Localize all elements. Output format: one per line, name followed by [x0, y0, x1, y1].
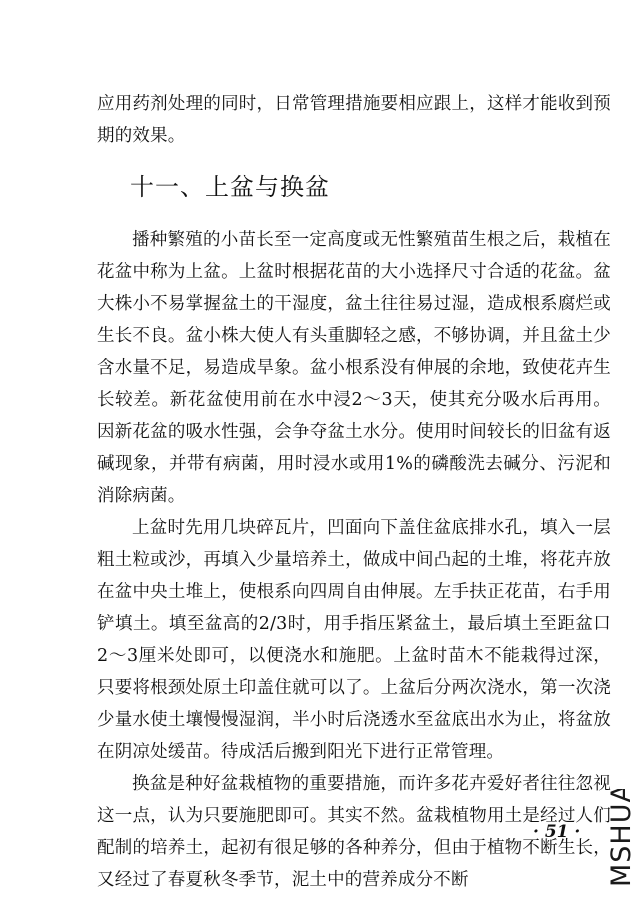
section-heading: 十一、上盆与换盆: [130, 173, 330, 201]
intro-text: 应用药剂处理的同时，日常管理措施要相应跟上，这样才能收到预期的效果。: [97, 94, 611, 146]
paragraph-repotting: 换盆是种好盆栽植物的重要措施，而许多花卉爱好者往往忽视这一点，认为只要施肥即可。其实不然。盆栽植物用土是经过人们配制的培养土，起初有很足够的各种养分，但由于植物不断生长，又经过了春夏秋冬季节，泥土中的营养成分不断: [97, 774, 611, 890]
paragraph-potting-steps: 上盆时先用几块碎瓦片，凹面向下盖住盆底排水孔，填入一层粗土粒或沙，再填入少量培养土，做成中间凸起的土堆，将花卉放在盆中央土堆上，使根系向四周自由伸展。左手扶正花苗，右手用铲填土。填至盆高的2/3时，用手指压紧盆土，最后填土至距盆口2～3厘米处即可，以便浇水和施肥。上盆时苗木不能栽得过深，只要将根颈处原土印盖住就可以了。上盆后分两次浇水，第一次浇少量水使土壤慢慢湿润，半小时后浇透水至盆底出水为止，将盆放在阴凉处缓苗。待成活后搬到阳光下进行正常管理。: [97, 518, 611, 762]
page-number: · 51 ·: [533, 822, 581, 842]
section-body: [97, 224, 611, 896]
intro-paragraph: [97, 88, 611, 152]
paragraph-potting: 播种繁殖的小苗长至一定高度或无性繁殖苗生根之后，栽植在花盆中称为上盆。上盆时根据花苗的大小选择尺寸合适的花盆。盆大株小不易掌握盆土的干湿度，盆土往往易过湿，造成根系腐烂或生长不良。盆小株大使人有头重脚轻之感，不够协调，并且盆土少含水量不足，易造成旱象。盆小根系没有伸展的余地，致使花卉生长较差。新花盆使用前在水中浸2～3天，使其充分吸水后再用。因新花盆的吸水性强，会争夺盆土水分。使用时间较长的旧盆有返碱现象，并带有病菌，用时浸水或用1%的磷酸洗去碱分、污泥和消除病菌。: [97, 230, 611, 506]
watermark: [604, 789, 636, 889]
watermark-text: MSHUA: [606, 789, 636, 887]
